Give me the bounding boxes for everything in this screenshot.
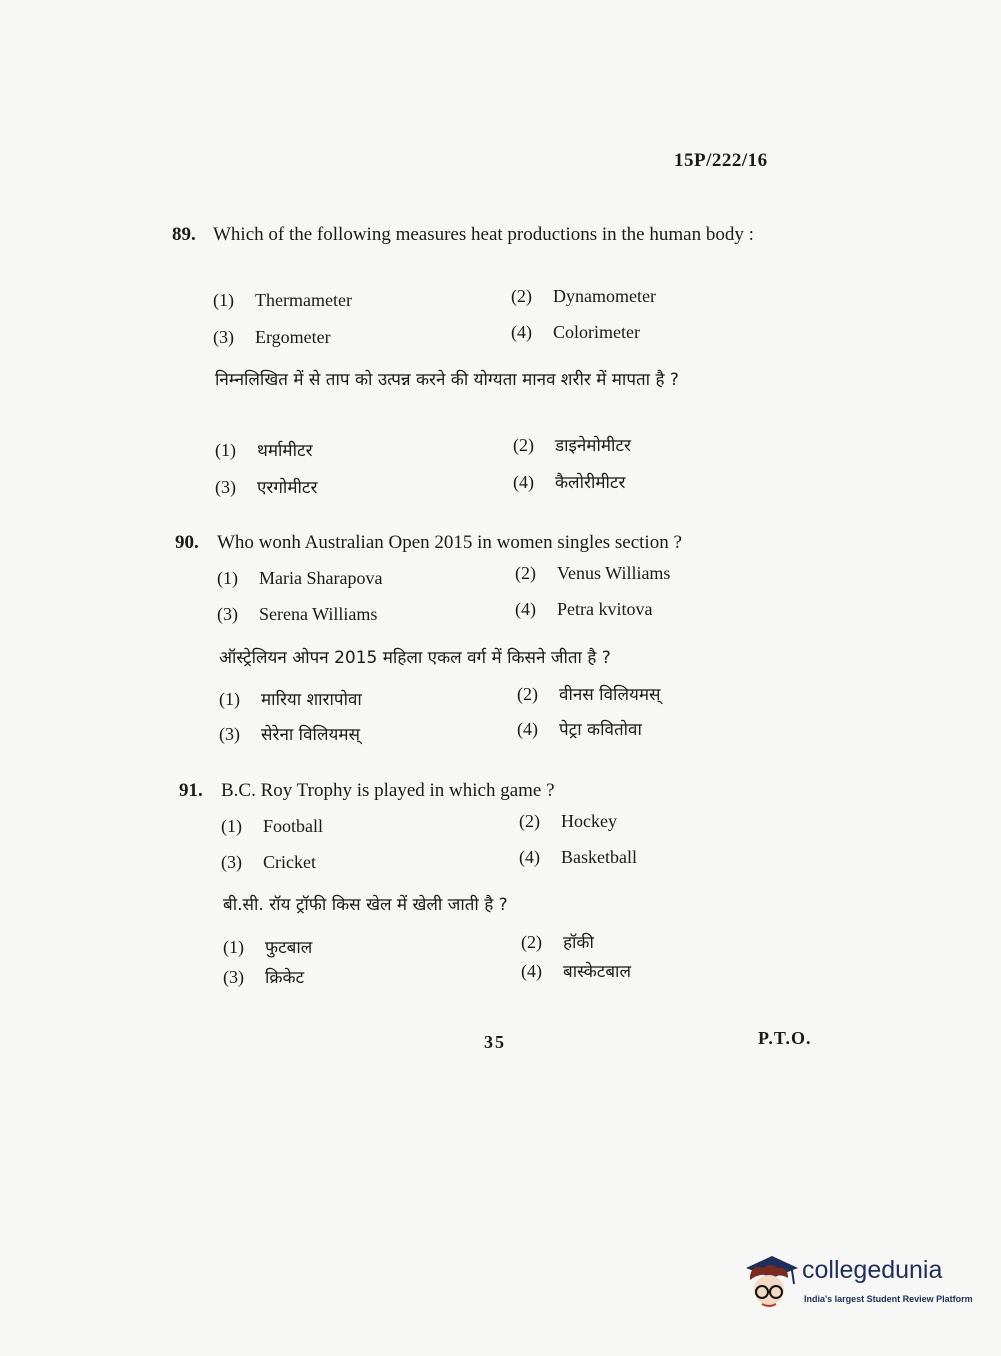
watermark-logo — [742, 1250, 972, 1314]
option-hi — [513, 433, 631, 456]
option-number: (2) — [519, 811, 540, 831]
option-number: (4) — [511, 322, 532, 342]
option-number: (3) — [217, 604, 238, 624]
option-text: Ergometer — [255, 327, 331, 347]
option-text: क्रिकेट — [265, 968, 305, 988]
question-number: 90. — [175, 532, 199, 553]
paper-code: 15P/222/16 — [674, 150, 768, 171]
option-number: (4) — [515, 599, 536, 619]
option-text: वीनस विलियमस् — [559, 685, 661, 705]
option-hi — [223, 935, 312, 958]
option-text: हॉकी — [563, 933, 594, 953]
option-number: (1) — [219, 689, 240, 709]
option-number: (1) — [223, 937, 244, 957]
option-hi — [219, 722, 360, 745]
question-text-hi: निम्नलिखित में से ताप को उत्पन्न करने की योग्यता मानव शरीर में मापता है ? — [215, 370, 679, 390]
option-hi — [513, 470, 625, 493]
option-text: थर्मामीटर — [257, 441, 313, 461]
question-text-en: B.C. Roy Trophy is played in which game ? — [221, 780, 555, 801]
option-en — [519, 847, 637, 868]
option-text: मारिया शारापोवा — [261, 690, 362, 710]
option-text: Football — [263, 816, 324, 836]
option-text: Dynamometer — [553, 286, 656, 306]
option-number: (4) — [517, 719, 538, 739]
option-en — [221, 816, 323, 837]
option-number: (4) — [521, 961, 542, 981]
option-hi — [215, 438, 313, 461]
option-text: एरगोमीटर — [257, 478, 318, 498]
option-en — [511, 322, 640, 343]
option-hi — [521, 930, 594, 953]
option-en — [217, 604, 377, 625]
question-text-en: Which of the following measures heat productions in the human body : — [213, 224, 754, 245]
option-number: (3) — [221, 852, 242, 872]
option-text: Thermameter — [255, 290, 352, 310]
option-number: (2) — [515, 563, 536, 583]
option-number: (2) — [517, 684, 538, 704]
option-text: Colorimeter — [553, 322, 640, 342]
option-number: (1) — [213, 290, 234, 310]
pto-label: P.T.O. — [758, 1028, 812, 1048]
option-number: (3) — [215, 477, 236, 497]
option-text: फुटबाल — [265, 938, 313, 958]
option-number: (2) — [513, 435, 534, 455]
option-text: डाइनेमोमीटर — [555, 436, 631, 456]
option-text: बास्केटबाल — [563, 962, 631, 982]
option-en — [519, 811, 617, 832]
option-text: Venus Williams — [557, 563, 671, 583]
option-number: (1) — [215, 440, 236, 460]
option-en — [515, 563, 670, 584]
option-text: सेरेना विलियमस् — [261, 725, 360, 745]
option-text: Basketball — [561, 847, 637, 867]
option-en — [217, 568, 382, 589]
option-text: Cricket — [263, 852, 316, 872]
option-text: Hockey — [561, 811, 617, 831]
page-number: 35 — [484, 1032, 506, 1052]
option-en — [221, 852, 316, 873]
question-number: 89. — [172, 224, 196, 245]
question-number: 91. — [179, 780, 203, 801]
option-number: (1) — [217, 568, 238, 588]
question-text-hi: ऑस्ट्रेलियन ओपन 2015 महिला एकल वर्ग में किसने जीता है ? — [219, 648, 611, 668]
option-text: Serena Williams — [259, 604, 378, 624]
option-hi — [521, 959, 631, 982]
watermark-tagline: India's largest Student Review Platform — [804, 1294, 973, 1304]
option-number: (4) — [513, 472, 534, 492]
option-number: (4) — [519, 847, 540, 867]
option-hi — [215, 475, 317, 498]
option-text: Maria Sharapova — [259, 568, 383, 588]
option-text: Petra kvitova — [557, 599, 653, 619]
option-number: (2) — [511, 286, 532, 306]
mascot-icon — [742, 1250, 800, 1314]
option-hi — [517, 682, 661, 705]
option-hi — [219, 687, 362, 710]
option-en — [511, 286, 656, 307]
option-number: (3) — [219, 724, 240, 744]
option-en — [213, 327, 331, 348]
option-text: पेट्रा कवितोवा — [559, 720, 642, 740]
option-number: (3) — [223, 967, 244, 987]
watermark-name: collegedunia — [802, 1256, 943, 1284]
option-hi — [517, 717, 642, 740]
option-text: कैलोरीमीटर — [555, 473, 626, 493]
option-en — [515, 599, 652, 620]
option-number: (1) — [221, 816, 242, 836]
option-hi — [223, 965, 304, 988]
question-text-en: Who wonh Australian Open 2015 in women singles section ? — [217, 532, 682, 553]
question-text-hi: बी.सी. रॉय ट्रॉफी किस खेल में खेली जाती है ? — [223, 895, 508, 915]
option-en — [213, 290, 352, 311]
option-number: (3) — [213, 327, 234, 347]
option-number: (2) — [521, 932, 542, 952]
